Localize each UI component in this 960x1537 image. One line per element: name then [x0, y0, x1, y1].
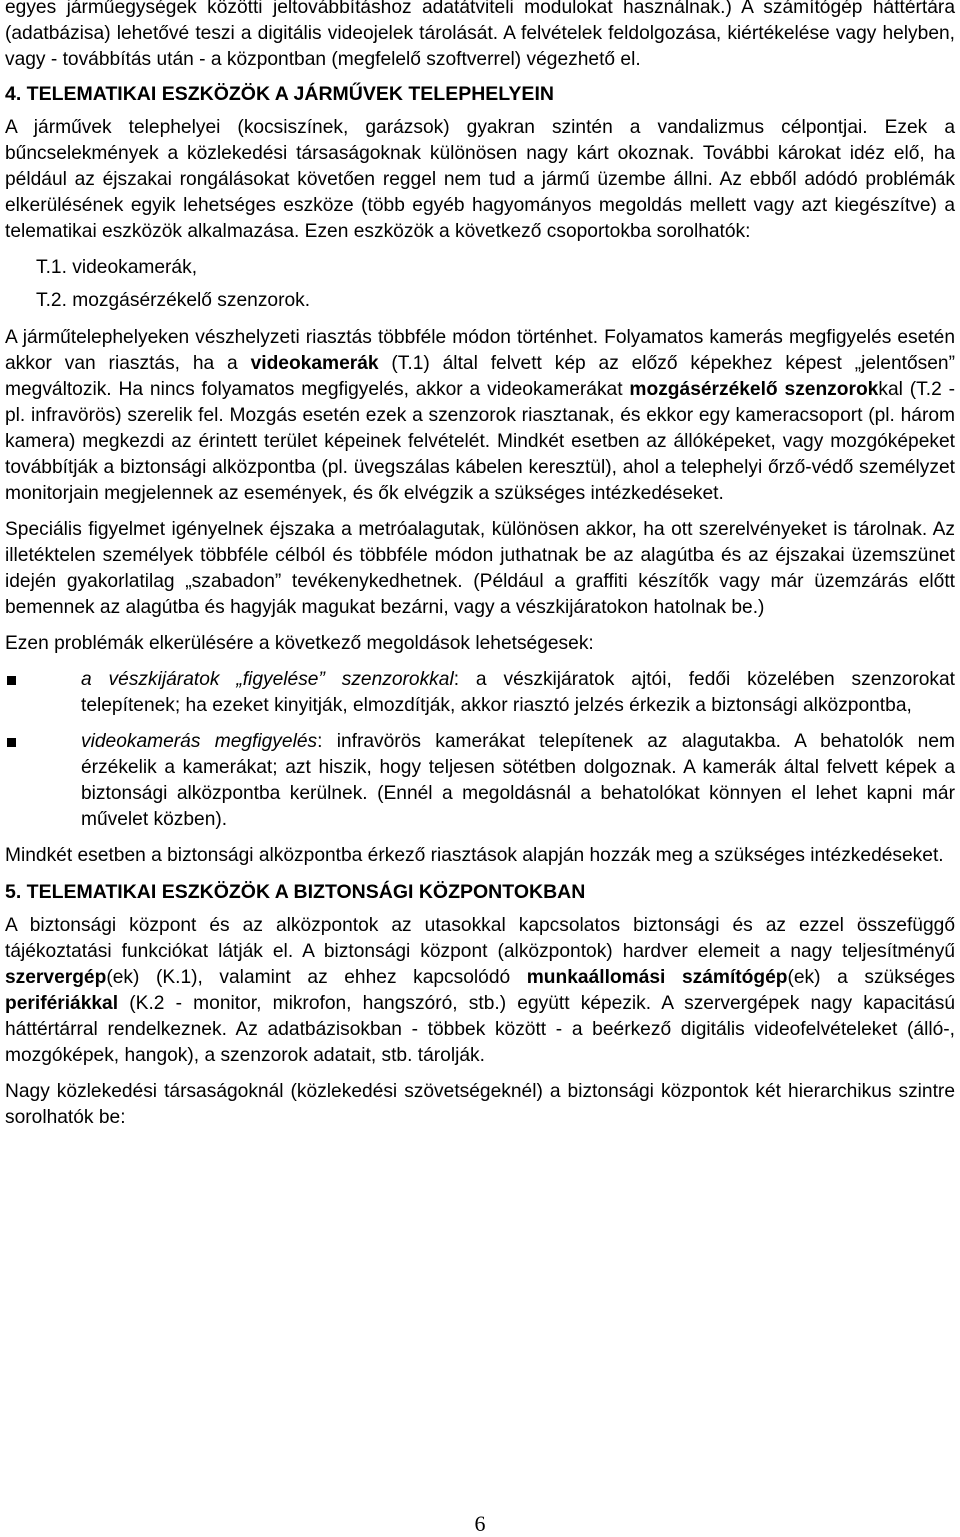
section-4-paragraph-3: Speciális figyelmet igényelnek éjszaka a metróalagutak, különösen akkor, ha ott szerelvényeket is tárolnak. Az illetéktelen személyek többféle célból és többféle módon juthatnak be az alagútba és az éjszakai üzemszünet idején gyakorlatilag „szabadon” tevékenykedhetnek. (Például a graffiti készítők vagy már üzemzárás előtt bemennek az alagútba és hagyják magukat bezárni, vagy a vészkijáratokon hatolnak be.): [5, 519, 955, 618]
square-bullet-icon: [7, 676, 16, 685]
solution-bullet-list: [5, 667, 955, 833]
document-page: [5, 0, 955, 1131]
bold-term-munkaallomasi: munkaállomási számítógép: [526, 967, 788, 988]
page-number: 6: [474, 1511, 486, 1536]
section-5-paragraph-1: A biztonsági központ és az alközpontok az utasokkal kapcsolatos biztonsági és az ezzel összefüggő tájékoztatási funkciókat látják el. A biztonsági központ (alközpontok) hardver elemeit a nagy teljesítményű szervergép(ek) (K.1), valamint az ehhez kapcsolódó munkaállomási számítógép(ek) a szükséges perifériákkal (K.2 - monitor, mikrofon, hangszóró, stb.) együtt képezik. A szervergépek nagy kapacitású háttértárral rendelkeznek. Az adatbázisokban - többek között - a beérkező digitális videofelvételeket (álló-, mozgóképek, hangok), a szenzorok adatait, stb. tárolják.: [5, 915, 955, 1066]
bullet-term: videokamerás megfigyelés: [81, 731, 318, 752]
tool-list-item-t1: T.1. videokamerák,: [36, 257, 198, 278]
bold-term-szervergep: szervergép: [5, 967, 107, 988]
bold-term-videokamerak: videokamerák: [250, 353, 379, 374]
section-4-paragraph-4: Ezen problémák elkerülésére a következő megoldások lehetségesek:: [5, 633, 594, 654]
tool-list: [5, 251, 955, 317]
section-5-heading: 5. TELEMATIKAI ESZKÖZÖK A BIZTONSÁGI KÖZPONTOKBAN: [5, 881, 586, 903]
intro-paragraph: egyes járműegységek közötti jeltovábbításhoz adatátviteli modulokat használnak.) A számítógép háttértára (adatbázisa) lehetővé teszi a digitális videojelek tárolását. A felvételek feldolgozása, kiértékelése vagy helyben, vagy - továbbítás után - a központban (megfelelő szoftverrel) végezhető el.: [5, 0, 955, 70]
square-bullet-icon: [7, 738, 16, 747]
bullet-term: a vészkijáratok „figyelése” szenzorokkal: [81, 669, 454, 690]
section-4-paragraph-1: A járművek telephelyei (kocsiszínek, garázsok) gyakran szintén a vandalizmus célpontjai. Ezek a bűncselekmények a közlekedési társaságoknak különösen nagy kárt okoznak. További károkat idéz elő, ha például az éjszakai rongálásokat követően reggel nem tud a jármű üzembe állni. Az ebből adódó problémák elkerülésének egyik lehetséges eszköze (több egyéb hagyományos megoldás mellett vagy azt kiegészítve) a telematikai eszközök alkalmazása. Ezen eszközök a következő csoportokba sorolhatók:: [5, 117, 955, 242]
bullet-item-videokameras: [5, 729, 955, 833]
section-5-paragraph-2: Nagy közlekedési társaságoknál (közlekedési szövetségeknél) a biztonsági központok két hierarchikus szintre sorolhatók be:: [5, 1081, 955, 1128]
bullet-item-szenzorok: [5, 667, 955, 719]
bold-term-mozgaserzekelo: mozgásérzékelő szenzorok: [629, 379, 879, 400]
section-4-heading: 4. TELEMATIKAI ESZKÖZÖK A JÁRMŰVEK TELEPHELYEIN: [5, 83, 554, 105]
section-4-paragraph-2: A járműtelephelyeken vészhelyzeti riasztás többféle módon történhet. Folyamatos kamerás megfigyelés esetén akkor van riasztás, ha a videokamerák (T.1) által felvett kép az előző képekhez képest „jelentősen” megváltozik. Ha nincs folyamatos megfigyelés, akkor a videokamerákat mozgásérzékelő szenzorokkal (T.2 - pl. infravörös) szerelik fel. Mozgás esetén ezek a szenzorok riasztanak, és ekkor egy kameracsoport (pl. három kamera) megkezdi az érintett terület képeinek felvételét. Mindkét esetben az állóképeket, vagy mozgóképeket továbbítják a biztonsági alközpontba (pl. üvegszálas kábelen keresztül), ahol a telephelyi őrző-védő személyzet monitorjain megjelennek az események, és ők elvégzik a szükséges intézkedéseket.: [5, 327, 955, 504]
section-4-paragraph-5: Mindkét esetben a biztonsági alközpontba érkező riasztások alapján hozzák meg a szükséges intézkedéseket.: [5, 845, 944, 866]
bold-term-periferiakkal: perifériákkal: [5, 993, 119, 1014]
bullet-text: : infravörös kamerákat telepítenek az alagutakba. A behatolók nem érzékelik a kamerákat; azt hiszik, hogy teljesen sötétben dolgoznak. A kamerák által felvett képek a biztonsági alközpontba kerülnek. (Ennél a megoldásnál a behatolókat könnyen el lehet kapni már művelet közben).: [81, 731, 955, 830]
tool-list-item-t2: T.2. mozgásérzékelő szenzorok.: [36, 290, 311, 311]
bullet-text: : a vészkijáratok ajtói, fedői közelében szenzorokat telepítenek; ha ezeket kinyitják, elmozdítják, akkor riasztó jelzés érkezik a biztonsági alközpontba,: [81, 669, 955, 716]
